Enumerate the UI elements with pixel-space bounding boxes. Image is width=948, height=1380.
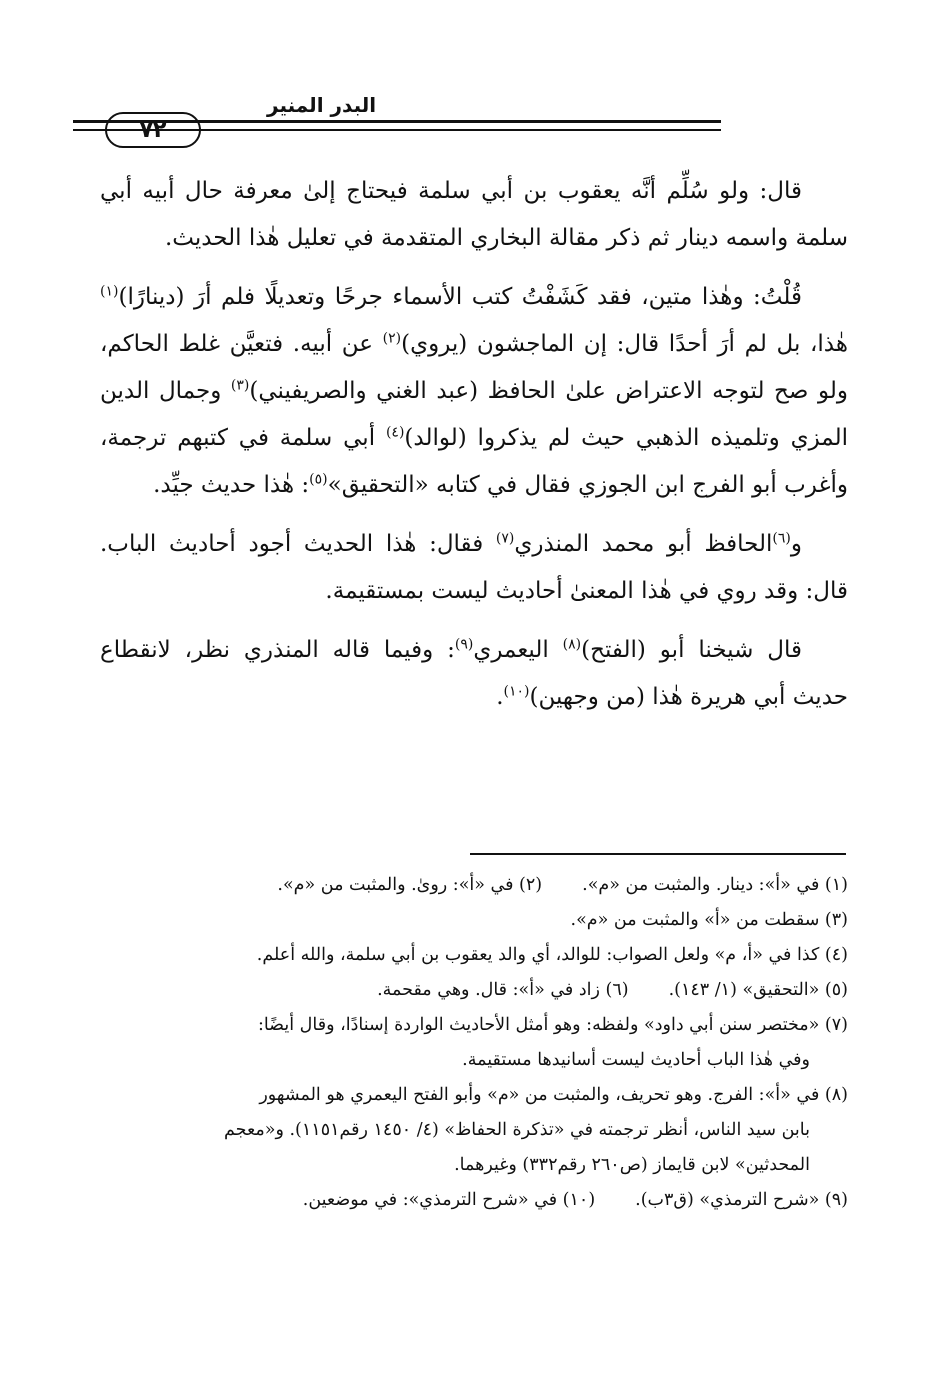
- footnote-row: [98, 903, 848, 938]
- footnote-9: (٩) «شرح الترمذي» (ق٣ب).: [635, 1190, 848, 1210]
- footnote-1: (١) في «أ»: دينار. والمثبت من «م».: [582, 875, 848, 895]
- text-run: قال شيخنا أبو (الفتح): [581, 637, 802, 663]
- text-run: فقال: هٰذا الحديث أجود أحاديث الباب. قال: وقد روي في هٰذا المعنىٰ أحاديث ليست بمستقيمة.: [100, 531, 848, 604]
- text-run: و: [790, 531, 802, 557]
- footnote-ref-3[interactable]: (٣): [230, 377, 250, 394]
- running-header: [95, 92, 853, 152]
- text-run: .: [496, 684, 504, 710]
- footnote-ref-5[interactable]: (٥): [309, 471, 328, 488]
- text-run: أبي سلمة في كتبهم ترجمة، وأغرب أبو الفرج ابن الجوزي فقال في كتابه «التحقيق»: [100, 425, 848, 498]
- text-run: قُلْتُ: وهٰذا متين، فقد كَشَفْتُ كتب الأسماء جرحًا وتعديلًا فلم أرَ (دينارًا): [118, 284, 802, 310]
- text-run: وجمال الدين المزي وتلميذه الذهبي حيث لم يذكروا (لوالد): [100, 378, 848, 451]
- paragraph-1: [100, 168, 848, 262]
- footnotes: [98, 868, 848, 1218]
- page-number: ٧٢: [105, 112, 201, 148]
- paragraph-4: [100, 627, 848, 721]
- footnote-8: [98, 1078, 848, 1183]
- footnote-row: [98, 868, 848, 903]
- text-run: هٰذا، بل لم أرَ أحدًا قال: إن الماجشون (يروي): [401, 331, 848, 357]
- paragraph-2: [100, 274, 848, 509]
- footnote-6: (٦) زاد في «أ»: قال. وهي مقحمة.: [377, 980, 629, 1000]
- running-title: البدر المنير: [267, 93, 377, 117]
- footnote-row: [98, 938, 848, 973]
- footnote-7: [98, 1008, 848, 1078]
- footnote-7-line-2: وفي هٰذا الباب أحاديث ليست أسانيدها مستقيمة.: [462, 1050, 810, 1070]
- footnote-ref-6[interactable]: (٦): [772, 530, 791, 547]
- footnote-5: (٥) «التحقيق» (١/ ١٤٣).: [668, 980, 848, 1000]
- footnote-8-line-2: بابن سيد الناس، أنظر ترجمته في «تذكرة الحفاظ» (٤/ ١٤٥٠ رقم١١٥١). و«معجم: [224, 1120, 810, 1140]
- paragraph-3: [100, 521, 848, 615]
- footnote-row: [98, 973, 848, 1008]
- footnote-ref-2[interactable]: (٢): [382, 330, 402, 347]
- paragraph-1-text: قال: ولو سُلِّم أنَّه يعقوب بن أبي سلمة فيحتاج إلىٰ معرفة حال أبيه أبي سلمة واسمه دينار ثم ذكر مقالة البخاري المتقدمة في تعليل هٰذا الحديث.: [100, 178, 848, 251]
- footnote-3: (٣) سقطت من «أ» والمثبت من «م».: [570, 910, 848, 930]
- footnote-8-line-1: (٨) في «أ»: الفرج. وهو تحريف، والمثبت من «م» وأبو الفتح اليعمري هو المشهور: [259, 1085, 848, 1105]
- text-run: الحافظ أبو محمد المنذري: [514, 531, 773, 557]
- text-run: اليعمري: [473, 637, 563, 663]
- text-run: عن أبيه. فتعيَّن غلط الحاكم، ولو صح لتوجه الاعتراض علىٰ الحافظ (عبد الغني والصريفيني): [100, 331, 849, 404]
- header-tail-bottom: [73, 129, 107, 131]
- footnote-4: (٤) كذا في «أ، م» ولعل الصواب: للوالد، أي والد يعقوب بن أبي سلمة، والله أعلم.: [256, 945, 848, 965]
- footnote-7-line-1: (٧) «مختصر سنن أبي داود» ولفظه: وهو أمثل الأحاديث الواردة إسنادًا، وقال أيضًا:: [257, 1015, 848, 1035]
- footnote-2: (٢) في «أ»: روىٰ. والمثبت من «م».: [277, 875, 543, 895]
- footnote-ref-9[interactable]: (٩): [454, 636, 474, 653]
- footnote-10: (١٠) في «شرح الترمذي»: في موضعين.: [302, 1190, 596, 1210]
- main-text: [100, 168, 848, 733]
- footnote-row: [98, 1183, 848, 1218]
- footnote-ref-8[interactable]: (٨): [562, 636, 582, 653]
- footnote-ref-1[interactable]: (١): [100, 283, 119, 300]
- text-run: : هٰذا حديث جيِّد.: [153, 472, 310, 498]
- footnote-ref-4[interactable]: (٤): [385, 424, 405, 441]
- footnote-ref-7[interactable]: (٧): [495, 530, 515, 547]
- footnote-ref-10[interactable]: (١٠): [503, 683, 530, 700]
- text-run: : وفيما قاله المنذري نظر، لانقطاع حديث أبي هريرة هٰذا (من وجهين): [100, 637, 848, 710]
- header-tail-top: [73, 120, 107, 123]
- footnote-separator: [470, 853, 846, 855]
- footnote-8-line-3: المحدثين» لابن قايماز (ص٢٦٠ رقم٣٣٢) وغيرهما.: [454, 1155, 810, 1175]
